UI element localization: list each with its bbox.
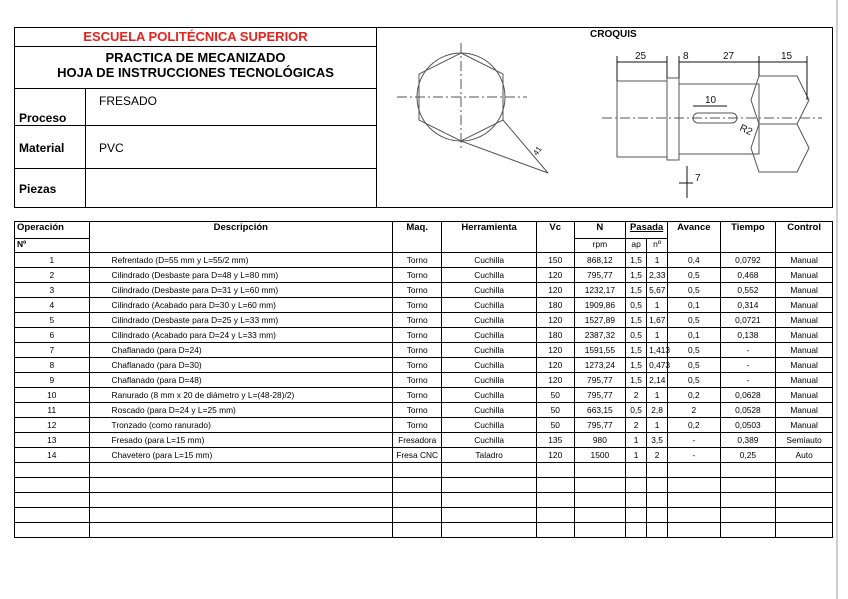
cell-num: 1,67 (647, 313, 668, 328)
cell-maq: Torno (393, 418, 442, 433)
cell-maq: Torno (393, 343, 442, 358)
empty-cell (574, 508, 625, 523)
cell-desc: Refrentado (D=55 mm y L=55/2 mm) (89, 253, 392, 268)
thread-section (617, 81, 667, 157)
empty-cell (536, 523, 574, 538)
empty-cell (626, 478, 647, 493)
cell-control: Manual (776, 418, 833, 433)
cell-n: 868,12 (574, 253, 625, 268)
col-control: Control (776, 222, 833, 253)
cell-tiempo: - (720, 343, 776, 358)
cell-ap: 2 (626, 418, 647, 433)
empty-cell (574, 463, 625, 478)
cell-n: 663,15 (574, 403, 625, 418)
cell-desc: Cilindrado (Desbaste para D=25 y L=33 mm) (89, 313, 392, 328)
material-value: PVC (99, 141, 124, 155)
head-hex-bottom (751, 124, 809, 172)
table-row (15, 298, 833, 313)
cell-num: 1 (647, 388, 668, 403)
empty-cell (15, 523, 90, 538)
cell-avance: 0,2 (668, 418, 721, 433)
cell-desc: Cilindrado (Acabado para D=30 y L=60 mm) (89, 298, 392, 313)
table-row (15, 388, 833, 403)
empty-cell (574, 523, 625, 538)
cell-vc: 120 (536, 448, 574, 463)
piezas-row (15, 168, 376, 208)
cell-vc: 50 (536, 418, 574, 433)
empty-cell (536, 463, 574, 478)
empty-cell (776, 493, 833, 508)
cell-ap: 1 (626, 448, 647, 463)
empty-cell (668, 493, 721, 508)
col-operacion-sub: Nº (15, 239, 90, 253)
row-divider (85, 169, 86, 208)
cell-op: 1 (15, 253, 90, 268)
empty-cell (626, 508, 647, 523)
empty-cell (393, 493, 442, 508)
cell-ap: 0,5 (626, 403, 647, 418)
shaft-section (679, 84, 759, 154)
sheet-title (15, 47, 376, 88)
cell-maq: Torno (393, 268, 442, 283)
cell-vc: 120 (536, 343, 574, 358)
col-n-sub: rpm (574, 239, 625, 253)
col-avance: Avance (668, 222, 721, 253)
cell-avance: 0,5 (668, 283, 721, 298)
empty-row (15, 508, 833, 523)
table-row (15, 433, 833, 448)
col-ap: ap (626, 239, 647, 253)
school-name: ESCUELA POLITÉCNICA SUPERIOR (15, 28, 376, 47)
cell-tiempo: 0,0721 (720, 313, 776, 328)
cell-maq: Torno (393, 253, 442, 268)
cell-herr: Cuchilla (442, 298, 537, 313)
header-block (14, 27, 833, 208)
cell-maq: Torno (393, 328, 442, 343)
empty-cell (536, 493, 574, 508)
cell-control: Auto (776, 448, 833, 463)
cell-maq: Torno (393, 298, 442, 313)
col-num: nº (647, 239, 668, 253)
cell-maq: Torno (393, 313, 442, 328)
cell-num: 2,8 (647, 403, 668, 418)
empty-cell (647, 493, 668, 508)
cell-desc: Chaflanado (para D=24) (89, 343, 392, 358)
cell-avance: 0,1 (668, 298, 721, 313)
cell-vc: 120 (536, 358, 574, 373)
empty-cell (393, 508, 442, 523)
cell-n: 795,77 (574, 388, 625, 403)
empty-row (15, 478, 833, 493)
cell-n: 1909,86 (574, 298, 625, 313)
empty-cell (668, 478, 721, 493)
cell-vc: 180 (536, 298, 574, 313)
cell-op: 13 (15, 433, 90, 448)
header-left (15, 28, 377, 207)
col-operacion: Operación (15, 222, 90, 239)
cell-op: 8 (15, 358, 90, 373)
cell-maq: Torno (393, 283, 442, 298)
dim-27: 27 (723, 51, 735, 62)
table-row (15, 343, 833, 358)
material-row (15, 125, 376, 169)
page-edge-line (836, 0, 838, 599)
cell-desc: Cilindrado (Desbaste para D=48 y L=80 mm) (89, 268, 392, 283)
cell-vc: 120 (536, 373, 574, 388)
table-row (15, 448, 833, 463)
operations-table (14, 221, 833, 538)
cell-herr: Cuchilla (442, 268, 537, 283)
cell-tiempo: - (720, 358, 776, 373)
empty-cell (393, 523, 442, 538)
cell-desc: Cilindrado (Acabado para D=24 y L=33 mm) (89, 328, 392, 343)
empty-cell (626, 463, 647, 478)
dim-7: 7 (695, 173, 701, 184)
col-n: N (574, 222, 625, 239)
cell-avance: 0,1 (668, 328, 721, 343)
cell-ap: 0,5 (626, 298, 647, 313)
cell-maq: Torno (393, 403, 442, 418)
cell-n: 1232,17 (574, 283, 625, 298)
cell-op: 7 (15, 343, 90, 358)
row-divider (85, 126, 86, 169)
dim-41: 41 (531, 144, 544, 158)
cell-op: 6 (15, 328, 90, 343)
col-pasada: Pasada (626, 222, 668, 239)
cell-control: Manual (776, 298, 833, 313)
empty-cell (442, 478, 537, 493)
empty-cell (15, 493, 90, 508)
cell-num: 2,33 (647, 268, 668, 283)
empty-row (15, 463, 833, 478)
cell-ap: 1,5 (626, 358, 647, 373)
empty-row (15, 523, 833, 538)
cell-n: 795,77 (574, 418, 625, 433)
cell-herr: Cuchilla (442, 328, 537, 343)
cell-control: Manual (776, 403, 833, 418)
cell-avance: 0,5 (668, 268, 721, 283)
cell-herr: Cuchilla (442, 373, 537, 388)
title-line-1: PRACTICA DE MECANIZADO (105, 50, 286, 65)
cell-avance: 0,4 (668, 253, 721, 268)
empty-cell (89, 508, 392, 523)
cell-avance: 0,5 (668, 358, 721, 373)
empty-cell (442, 508, 537, 523)
cell-num: 1 (647, 328, 668, 343)
cell-desc: Chavetero (para L=15 mm) (89, 448, 392, 463)
cell-num: 2 (647, 448, 668, 463)
cell-n: 1527,89 (574, 313, 625, 328)
cell-herr: Cuchilla (442, 313, 537, 328)
cell-n: 1591,55 (574, 343, 625, 358)
title-line-2: HOJA DE INSTRUCCIONES TECNOLÓGICAS (57, 65, 334, 80)
cell-herr: Cuchilla (442, 403, 537, 418)
cell-tiempo: 0,25 (720, 448, 776, 463)
table-row (15, 268, 833, 283)
cell-desc: Fresado (para L=15 mm) (89, 433, 392, 448)
table-row (15, 328, 833, 343)
table-row (15, 403, 833, 418)
cell-tiempo: 0,0528 (720, 403, 776, 418)
neck-section (667, 78, 679, 160)
empty-cell (536, 508, 574, 523)
empty-cell (776, 478, 833, 493)
cell-op: 2 (15, 268, 90, 283)
cell-n: 2387,32 (574, 328, 625, 343)
col-tiempo: Tiempo (720, 222, 776, 253)
piezas-label: Piezas (19, 182, 57, 196)
cell-herr: Cuchilla (442, 253, 537, 268)
cell-ap: 1,5 (626, 373, 647, 388)
table-row (15, 313, 833, 328)
empty-cell (89, 493, 392, 508)
cell-ap: 0,5 (626, 328, 647, 343)
cell-op: 12 (15, 418, 90, 433)
cell-vc: 135 (536, 433, 574, 448)
empty-cell (647, 523, 668, 538)
cell-op: 10 (15, 388, 90, 403)
table-row (15, 358, 833, 373)
cell-vc: 50 (536, 403, 574, 418)
empty-cell (776, 508, 833, 523)
table-row (15, 418, 833, 433)
empty-cell (720, 508, 776, 523)
empty-cell (442, 463, 537, 478)
cell-control: Manual (776, 388, 833, 403)
cell-maq: Fresa CNC (393, 448, 442, 463)
col-descripcion: Descripción (89, 222, 392, 253)
cell-num: 1 (647, 253, 668, 268)
cell-num: 3,5 (647, 433, 668, 448)
empty-cell (442, 493, 537, 508)
empty-cell (536, 478, 574, 493)
cell-desc: Ranurado (8 mm x 20 de diámetro y L=(48-28)/2) (89, 388, 392, 403)
table-row (15, 283, 833, 298)
cell-vc: 150 (536, 253, 574, 268)
head-hex-top (751, 76, 809, 124)
cell-maq: Torno (393, 358, 442, 373)
cell-num: 1,413 (647, 343, 668, 358)
cell-herr: Cuchilla (442, 388, 537, 403)
dim-25: 25 (635, 51, 647, 62)
table-row (15, 253, 833, 268)
cell-n: 795,77 (574, 373, 625, 388)
operations-body (15, 253, 833, 538)
dim-8: 8 (683, 51, 689, 62)
proceso-value: FRESADO (99, 94, 158, 108)
empty-cell (393, 478, 442, 493)
cell-tiempo: 0,314 (720, 298, 776, 313)
cell-num: 1 (647, 418, 668, 433)
cell-control: Manual (776, 283, 833, 298)
cell-desc: Tronzado (como ranurado) (89, 418, 392, 433)
croquis-label: CROQUIS (590, 29, 637, 40)
cell-herr: Cuchilla (442, 358, 537, 373)
cell-tiempo: 0,0628 (720, 388, 776, 403)
cell-control: Manual (776, 313, 833, 328)
cell-n: 1500 (574, 448, 625, 463)
cell-avance: 0,5 (668, 373, 721, 388)
proceso-label: Proceso (19, 111, 67, 125)
cell-tiempo: 0,0792 (720, 253, 776, 268)
empty-cell (720, 523, 776, 538)
cell-vc: 120 (536, 313, 574, 328)
empty-cell (668, 523, 721, 538)
empty-cell (776, 523, 833, 538)
cell-herr: Cuchilla (442, 433, 537, 448)
empty-cell (15, 508, 90, 523)
empty-cell (15, 463, 90, 478)
cell-tiempo: 0,138 (720, 328, 776, 343)
cell-vc: 120 (536, 268, 574, 283)
empty-cell (720, 493, 776, 508)
cell-op: 11 (15, 403, 90, 418)
empty-cell (89, 478, 392, 493)
cell-avance: 0,2 (668, 388, 721, 403)
table-row (15, 373, 833, 388)
cell-maq: Torno (393, 388, 442, 403)
cell-op: 3 (15, 283, 90, 298)
col-vc: Vc (536, 222, 574, 253)
cell-avance: - (668, 448, 721, 463)
empty-cell (647, 463, 668, 478)
empty-cell (89, 523, 392, 538)
cell-control: Manual (776, 358, 833, 373)
cell-num: 0,473 (647, 358, 668, 373)
cell-n: 795,77 (574, 268, 625, 283)
empty-cell (668, 508, 721, 523)
empty-cell (776, 463, 833, 478)
empty-row (15, 493, 833, 508)
cell-avance: 0,5 (668, 313, 721, 328)
empty-cell (626, 493, 647, 508)
cell-op: 9 (15, 373, 90, 388)
cell-op: 5 (15, 313, 90, 328)
croquis-drawing (377, 38, 832, 206)
dim-r2: R2 (737, 122, 754, 139)
cell-tiempo: 0,552 (720, 283, 776, 298)
col-herramienta: Herramienta (442, 222, 537, 253)
cell-ap: 1,5 (626, 268, 647, 283)
cell-ap: 1,5 (626, 283, 647, 298)
cell-avance: - (668, 433, 721, 448)
cell-vc: 50 (536, 388, 574, 403)
cell-avance: 2 (668, 403, 721, 418)
empty-cell (720, 463, 776, 478)
cell-control: Semiauto (776, 433, 833, 448)
empty-cell (89, 463, 392, 478)
cell-herr: Cuchilla (442, 343, 537, 358)
cell-desc: Chaflanado (para D=48) (89, 373, 392, 388)
cell-n: 980 (574, 433, 625, 448)
empty-cell (647, 508, 668, 523)
cell-desc: Cilindrado (Desbaste para D=31 y L=60 mm) (89, 283, 392, 298)
cell-tiempo: 0,0503 (720, 418, 776, 433)
cell-ap: 2 (626, 388, 647, 403)
cell-num: 5,67 (647, 283, 668, 298)
empty-cell (647, 478, 668, 493)
material-label: Material (19, 141, 65, 155)
cell-vc: 180 (536, 328, 574, 343)
dim-15: 15 (781, 51, 793, 62)
cell-tiempo: 0,389 (720, 433, 776, 448)
cell-herr: Taladro (442, 448, 537, 463)
cell-ap: 1 (626, 433, 647, 448)
cell-herr: Cuchilla (442, 283, 537, 298)
cell-ap: 1,5 (626, 253, 647, 268)
empty-cell (720, 478, 776, 493)
col-maq: Maq. (393, 222, 442, 253)
cell-ap: 1,5 (626, 313, 647, 328)
empty-cell (668, 463, 721, 478)
cell-tiempo: 0,468 (720, 268, 776, 283)
cell-herr: Cuchilla (442, 418, 537, 433)
cell-maq: Torno (393, 373, 442, 388)
empty-cell (626, 523, 647, 538)
cell-control: Manual (776, 253, 833, 268)
empty-cell (574, 493, 625, 508)
cell-control: Manual (776, 373, 833, 388)
cell-tiempo: - (720, 373, 776, 388)
dim-10: 10 (705, 95, 717, 106)
cell-control: Manual (776, 328, 833, 343)
cell-num: 1 (647, 298, 668, 313)
cell-avance: 0,5 (668, 343, 721, 358)
empty-cell (15, 478, 90, 493)
cell-desc: Chaflanado (para D=30) (89, 358, 392, 373)
empty-cell (393, 463, 442, 478)
cell-control: Manual (776, 343, 833, 358)
cell-op: 14 (15, 448, 90, 463)
empty-cell (574, 478, 625, 493)
cell-vc: 120 (536, 283, 574, 298)
cell-num: 2,14 (647, 373, 668, 388)
cell-n: 1273,24 (574, 358, 625, 373)
empty-cell (442, 523, 537, 538)
cell-desc: Roscado (para D=24 y L=25 mm) (89, 403, 392, 418)
proceso-row (15, 88, 376, 126)
row-divider (85, 89, 86, 126)
cell-op: 4 (15, 298, 90, 313)
cell-ap: 1,5 (626, 343, 647, 358)
cell-maq: Fresadora (393, 433, 442, 448)
cell-control: Manual (776, 268, 833, 283)
